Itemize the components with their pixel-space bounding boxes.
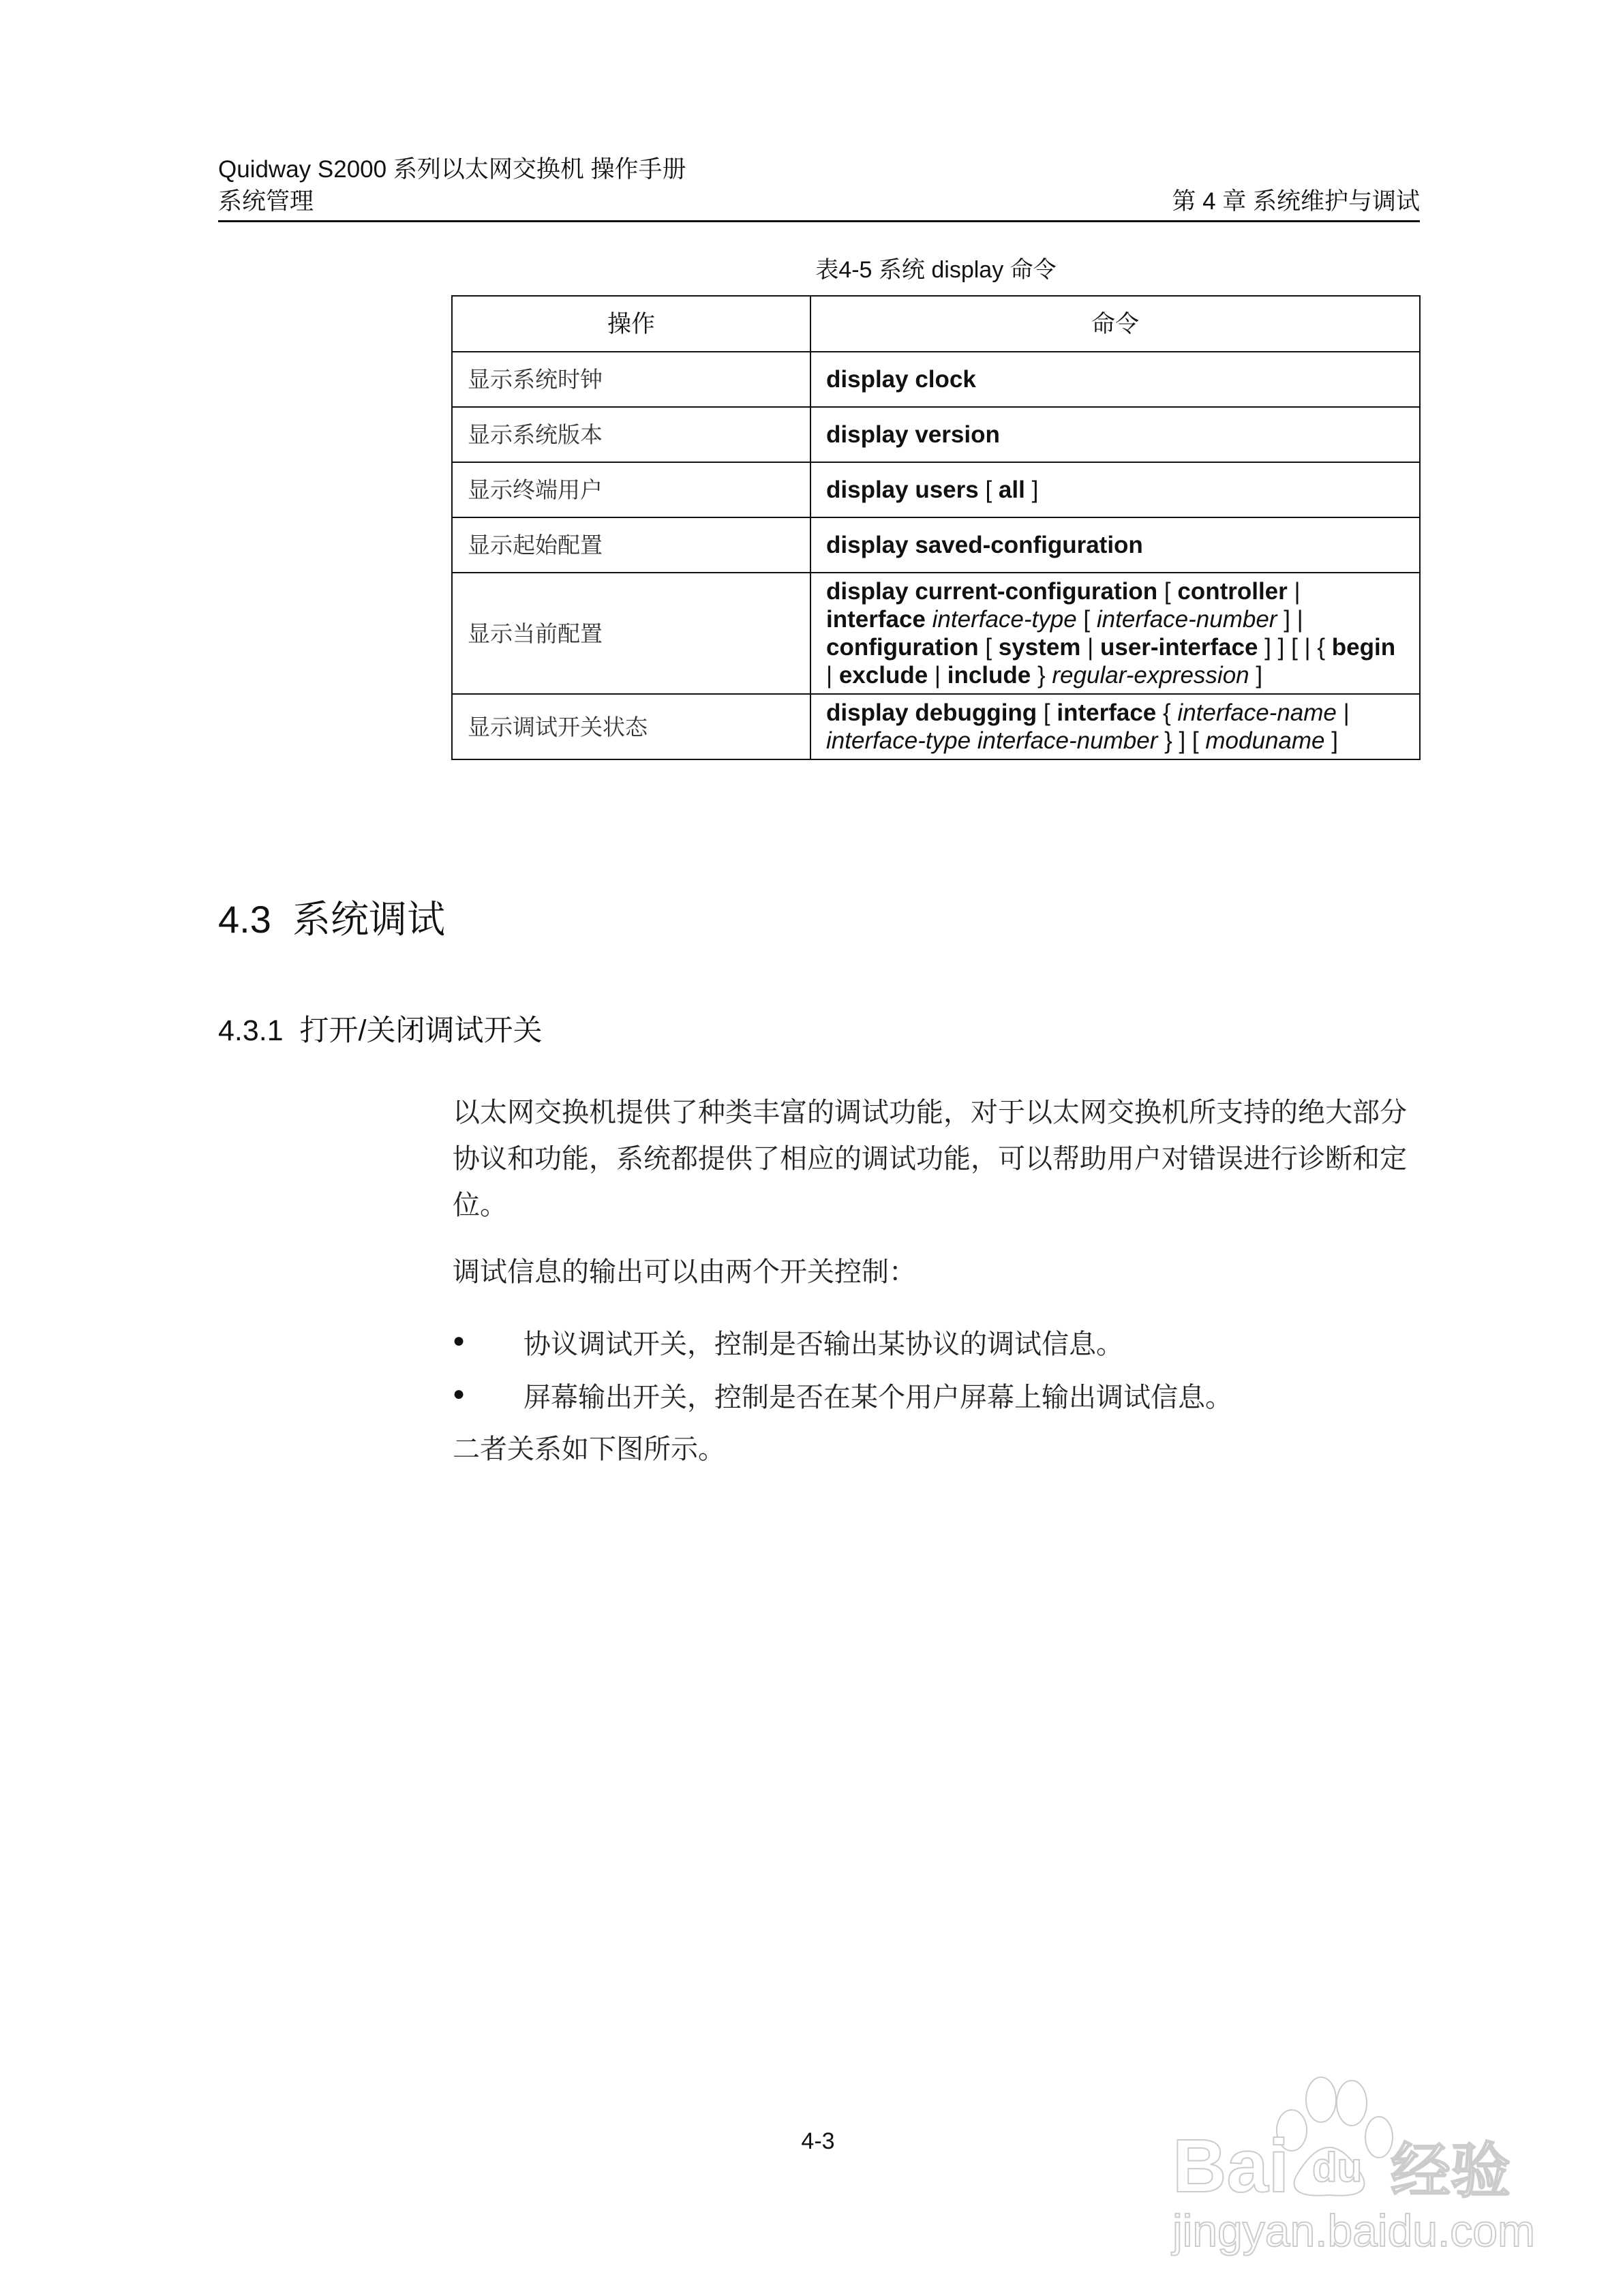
command-cell	[810, 462, 1420, 517]
command-parameter: interface-number	[1096, 606, 1277, 633]
table-row	[452, 352, 1420, 407]
table-row	[452, 407, 1420, 462]
command-syntax: |	[928, 662, 947, 689]
paragraph-relation: 二者关系如下图所示。	[453, 1434, 725, 1465]
command-syntax: }	[1031, 662, 1052, 689]
command-parameter: interface-type	[932, 606, 1077, 633]
command-syntax	[926, 606, 932, 633]
command-syntax: ] |	[1277, 606, 1310, 633]
bullet-item: 协议调试开关，控制是否输出某协议的调试信息。	[524, 1329, 1123, 1360]
subsection-heading	[218, 1008, 543, 1049]
command-keyword: user-interface	[1099, 634, 1258, 661]
svg-text:du: du	[1312, 2145, 1363, 2190]
column-header-command: 命令	[810, 296, 1420, 352]
operation-cell: 显示系统时钟	[452, 352, 810, 407]
section-heading	[218, 890, 445, 944]
command-syntax: [	[978, 634, 999, 661]
svg-text:jingyan.baidu.com: jingyan.baidu.com	[1172, 2205, 1535, 2256]
command-keyword: system	[998, 634, 1081, 661]
command-parameter: moduname	[1205, 727, 1325, 754]
operation-cell: 显示终端用户	[452, 462, 810, 517]
command-syntax: } ] [	[1157, 727, 1206, 754]
command-syntax: ]	[1249, 662, 1263, 689]
operation-cell: 显示调试开关状态	[452, 694, 810, 759]
header-chapter: 第 4 章 系统维护与调试	[1172, 188, 1420, 215]
command-parameter: interface-name	[1177, 699, 1337, 726]
table-row	[452, 462, 1420, 517]
command-keyword: display users	[826, 477, 979, 503]
command-keyword: interface	[826, 606, 926, 633]
command-keyword: display clock	[826, 366, 976, 393]
command-syntax: [	[978, 477, 999, 503]
command-syntax: ]	[1025, 477, 1039, 503]
table-row	[452, 517, 1420, 573]
svg-text:经验: 经验	[1391, 2136, 1511, 2206]
header-section: 系统管理	[218, 188, 314, 215]
table-row	[452, 694, 1420, 759]
header-title: Quidway S2000 系列以太网交换机 操作手册	[218, 156, 686, 183]
command-cell	[810, 352, 1420, 407]
table-caption: 表4-5 系统 display 命令	[815, 257, 1057, 283]
page-number: 4-3	[801, 2128, 835, 2154]
command-parameter: interface-type interface-number	[826, 727, 1158, 754]
svg-text:Bai: Bai	[1172, 2124, 1290, 2208]
bullet-icon: ●	[453, 1383, 466, 1405]
command-keyword: interface	[1057, 699, 1157, 726]
operation-cell: 显示起始配置	[452, 517, 810, 573]
command-keyword: display version	[826, 421, 1000, 448]
section-number: 4.3	[218, 898, 271, 941]
command-syntax: {	[1156, 699, 1178, 726]
subsection-title: 打开/关闭调试开关	[299, 1014, 543, 1047]
command-keyword: controller	[1177, 578, 1288, 605]
operation-cell: 显示系统版本	[452, 407, 810, 462]
display-commands-table	[451, 295, 1421, 760]
paragraph-intro: 以太网交换机提供了种类丰富的调试功能，对于以太网交换机所支持的绝大部分协议和功能，系统都提供了相应的调试功能，可以帮助用户对错误进行诊断和定位。	[453, 1097, 1407, 1221]
command-syntax: [	[1076, 606, 1097, 633]
paragraph-switches: 调试信息的输出可以由两个开关控制：	[453, 1256, 916, 1288]
header-rule	[218, 220, 1420, 222]
table-body	[452, 352, 1420, 759]
column-header-operation: 操作	[452, 296, 810, 352]
command-syntax: [	[1157, 578, 1178, 605]
command-keyword: display saved-configuration	[826, 532, 1143, 558]
command-syntax: |	[1336, 699, 1356, 726]
bullet-item: 屏幕输出开关，控制是否在某个用户屏幕上输出调试信息。	[524, 1382, 1232, 1413]
command-keyword: begin	[1331, 634, 1396, 661]
bullet-icon: ●	[453, 1329, 466, 1352]
section-title: 系统调试	[292, 898, 445, 941]
command-parameter: regular-expression	[1052, 662, 1249, 689]
command-cell	[810, 517, 1420, 573]
command-syntax: |	[1080, 634, 1100, 661]
command-syntax: [	[1037, 699, 1057, 726]
command-cell	[810, 407, 1420, 462]
baidu-jingyan-watermark-logo	[1159, 2052, 1541, 2256]
table-row	[452, 573, 1420, 694]
command-syntax: |	[826, 634, 1402, 689]
operation-cell: 显示当前配置	[452, 573, 810, 694]
command-syntax: ] ] [ | {	[1258, 634, 1332, 661]
command-keyword: configuration	[826, 634, 979, 661]
command-keyword: exclude	[838, 662, 928, 689]
command-syntax: ]	[1324, 727, 1338, 754]
command-cell	[810, 573, 1420, 694]
subsection-number: 4.3.1	[218, 1014, 284, 1047]
command-keyword: all	[998, 477, 1025, 503]
command-keyword: include	[947, 662, 1031, 689]
command-syntax: |	[1287, 578, 1307, 605]
command-keyword: display current-configuration	[826, 578, 1158, 605]
command-keyword: display debugging	[826, 699, 1037, 726]
command-cell	[810, 694, 1420, 759]
